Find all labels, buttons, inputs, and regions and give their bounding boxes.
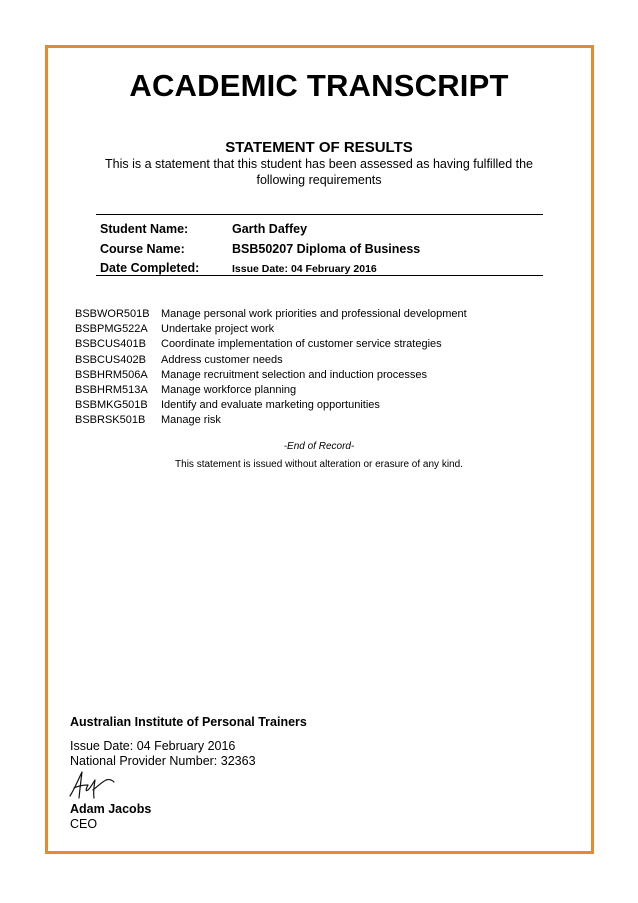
unit-title: Manage workforce planning (161, 383, 297, 396)
list-item (75, 368, 555, 383)
intro-text: This is a statement that this student has been assessed as having fulfilled the following requirements (104, 157, 534, 187)
signatory-role: CEO (70, 817, 98, 831)
unit-title: Manage recruitment selection and induction processes (161, 368, 427, 381)
unit-code: BSBWOR501B (75, 308, 150, 320)
student-name-value: Garth Daffey (232, 222, 308, 236)
unit-code: BSBCUS401B (75, 338, 146, 351)
date-completed-label: Date Completed: (100, 261, 200, 275)
list-item (75, 307, 555, 322)
list-item (75, 337, 555, 352)
unit-code: BSBRSK501B (75, 414, 146, 427)
unit-title: Undertake project work (161, 323, 275, 336)
divider-bottom (96, 275, 543, 276)
unit-title: Coordinate implementation of customer service strategies (161, 338, 442, 351)
unit-code: BSBPMG522A (75, 323, 148, 336)
divider-top (96, 214, 543, 215)
unit-title: Identify and evaluate marketing opportunities (161, 399, 380, 412)
disclaimer-text: This statement is issued without alteration or erasure of any kind. (175, 459, 463, 470)
unit-title: Manage personal work priorities and professional development (161, 308, 467, 320)
student-name-label: Student Name: (100, 222, 189, 236)
document-title: ACADEMIC TRANSCRIPT (129, 68, 509, 103)
end-of-record: -End of Record- (283, 441, 355, 452)
unit-code: BSBHRM506A (75, 368, 148, 381)
provider-number: National Provider Number: 32363 (70, 754, 256, 768)
course-name-value: BSB50207 Diploma of Business (232, 242, 421, 256)
signatory-name: Adam Jacobs (70, 802, 152, 816)
organisation-name: Australian Institute of Personal Trainers (70, 715, 307, 729)
list-item (75, 398, 555, 413)
unit-list (75, 307, 555, 429)
unit-code: BSBCUS402B (75, 353, 146, 366)
list-item (75, 413, 555, 428)
issue-date: Issue Date: 04 February 2016 (70, 739, 236, 753)
list-item (75, 383, 555, 398)
date-completed-value: Issue Date: 04 February 2016 (232, 263, 377, 275)
course-name-label: Course Name: (100, 242, 185, 256)
document-subtitle: STATEMENT OF RESULTS (225, 139, 413, 156)
signature-image (66, 768, 116, 802)
unit-code: BSBHRM513A (75, 383, 148, 396)
unit-code: BSBMKG501B (75, 399, 148, 412)
list-item (75, 322, 555, 337)
list-item (75, 353, 555, 368)
unit-title: Address customer needs (161, 353, 283, 366)
unit-title: Manage risk (161, 414, 221, 427)
